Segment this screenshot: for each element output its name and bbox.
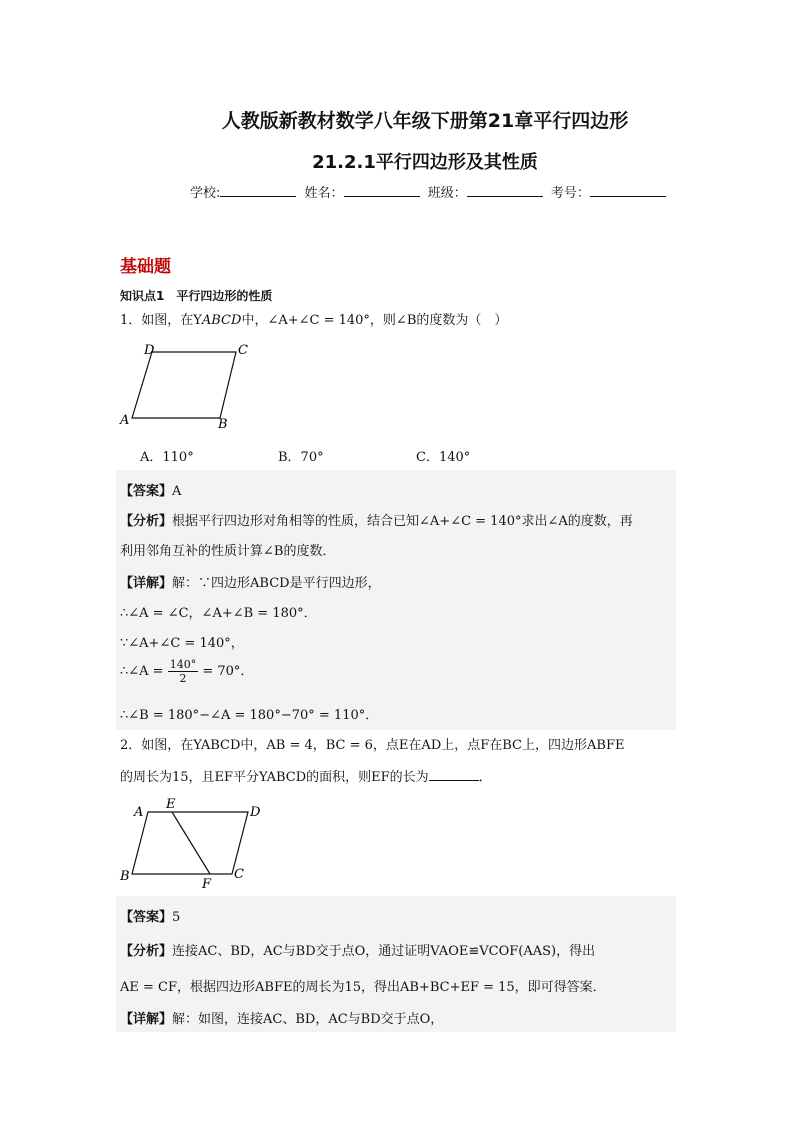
class-label: 班级： xyxy=(427,186,467,201)
analysis-text: 连接AC、BD，AC与BD交于点O，通过证明VAOE≌VCOF(AAS)，得出 xyxy=(172,944,596,959)
fraction xyxy=(168,658,199,685)
q1-stem-part: ABCD xyxy=(201,313,242,328)
fraction-numerator: 140° xyxy=(169,658,197,671)
q1-detail-line-1 xyxy=(120,572,381,591)
q1-detail-line-3: ∵∠A+∠C = 140°， xyxy=(120,636,244,651)
q1-analysis-line-2: 利用邻角互补的性质计算∠B的度数． xyxy=(120,544,336,559)
answer-value: 5 xyxy=(172,910,181,925)
figure-label-c: C xyxy=(238,343,248,358)
q1-answer-line xyxy=(120,480,181,499)
q1-detail-line-4 xyxy=(120,658,253,685)
q2-parallelogram-figure xyxy=(116,796,276,896)
figure-label-e: E xyxy=(166,797,176,812)
detail-label: 【详解】 xyxy=(120,1012,173,1027)
choice-b[interactable]: B．70° xyxy=(278,450,324,465)
figure-label-a: A xyxy=(120,413,130,428)
answer-label: 【答案】 xyxy=(120,484,173,499)
q2-stem-part: 的周长为15，且EF平分YABCD的面积，则EF的长为 xyxy=(120,770,429,785)
exam-number-label: 考号： xyxy=(550,186,590,201)
figure-label-f: F xyxy=(202,877,212,892)
figure-label-b: B xyxy=(218,417,228,432)
q2-analysis-line-1 xyxy=(120,940,595,959)
q2-stem-part: ． xyxy=(478,770,492,785)
analysis-text: 根据平行四边形对角相等的性质，结合已知∠A+∠C = 140°求出∠A的度数，再 xyxy=(172,514,633,529)
figure-label-a: A xyxy=(134,805,144,820)
segment-ef xyxy=(172,812,210,874)
question-1-stem xyxy=(120,311,507,331)
q1-stem-part: 中，∠A+∠C = 140°，则∠B的度数为（ ） xyxy=(241,313,508,328)
parallelogram-symbol: Y xyxy=(193,313,202,328)
q1-detail-line-5: ∴∠B = 180°−∠A = 180°−70° = 110°． xyxy=(120,708,379,723)
detail-label: 【详解】 xyxy=(120,576,173,591)
fraction-denominator: 2 xyxy=(179,672,187,685)
section-heading: 基础题 xyxy=(120,257,171,277)
choice-a[interactable]: A．110° xyxy=(140,450,194,465)
answer-blank[interactable] xyxy=(429,768,479,781)
detail-text: ∴∠A = xyxy=(120,664,164,679)
school-label: 学校: xyxy=(190,186,221,201)
q2-detail-line-1 xyxy=(120,1008,443,1027)
q1-stem-part: 1．如图，在 xyxy=(120,313,194,328)
exam-number-blank[interactable] xyxy=(590,184,666,197)
q2-analysis-line-2: AE = CF，根据四边形ABFE的周长为15，得出AB+BC+EF = 15，即可得答案． xyxy=(120,980,606,995)
detail-text: = 70°． xyxy=(202,664,254,679)
analysis-label: 【分析】 xyxy=(120,514,173,529)
name-label: 姓名： xyxy=(304,186,344,201)
school-blank[interactable] xyxy=(220,184,296,197)
figure-label-b: B xyxy=(120,869,130,884)
q1-analysis-line-1 xyxy=(120,510,633,529)
answer-label: 【答案】 xyxy=(120,910,173,925)
q1-solution-box xyxy=(116,470,676,730)
figure-label-d: D xyxy=(250,805,261,820)
answer-value: A xyxy=(172,484,182,499)
choice-c[interactable]: C．140° xyxy=(416,450,471,465)
q2-solution-box xyxy=(116,896,676,1032)
q1-parallelogram-figure xyxy=(116,340,266,432)
name-blank[interactable] xyxy=(344,184,420,197)
knowledge-point-label: 知识点1 平行四边形的性质 xyxy=(120,289,273,303)
figure-label-d: D xyxy=(144,343,155,358)
question-2-stem-line-1: 2．如图，在YABCD中，AB = 4，BC = 6，点E在AD上，点F在BC上，四边形ABFE xyxy=(120,738,625,753)
detail-text: 解：∵四边形ABCD是平行四边形， xyxy=(172,576,381,591)
parallelogram-outline xyxy=(132,352,236,418)
class-blank[interactable] xyxy=(467,184,543,197)
student-info-line xyxy=(190,182,670,201)
figure-label-c: C xyxy=(234,867,244,882)
analysis-label: 【分析】 xyxy=(120,944,173,959)
document-subtitle: 21.2.1平行四边形及其性质 xyxy=(312,152,538,173)
parallelogram-outline xyxy=(132,812,248,874)
document-title: 人教版新教材数学八年级下册第21章平行四边形 xyxy=(221,110,629,132)
question-2-stem-line-2 xyxy=(120,768,492,788)
detail-text: 解：如图，连接AC、BD，AC与BD交于点O， xyxy=(172,1012,444,1027)
q2-answer-line xyxy=(120,906,180,925)
q1-detail-line-2: ∴∠A = ∠C，∠A+∠B = 180°． xyxy=(120,606,317,621)
